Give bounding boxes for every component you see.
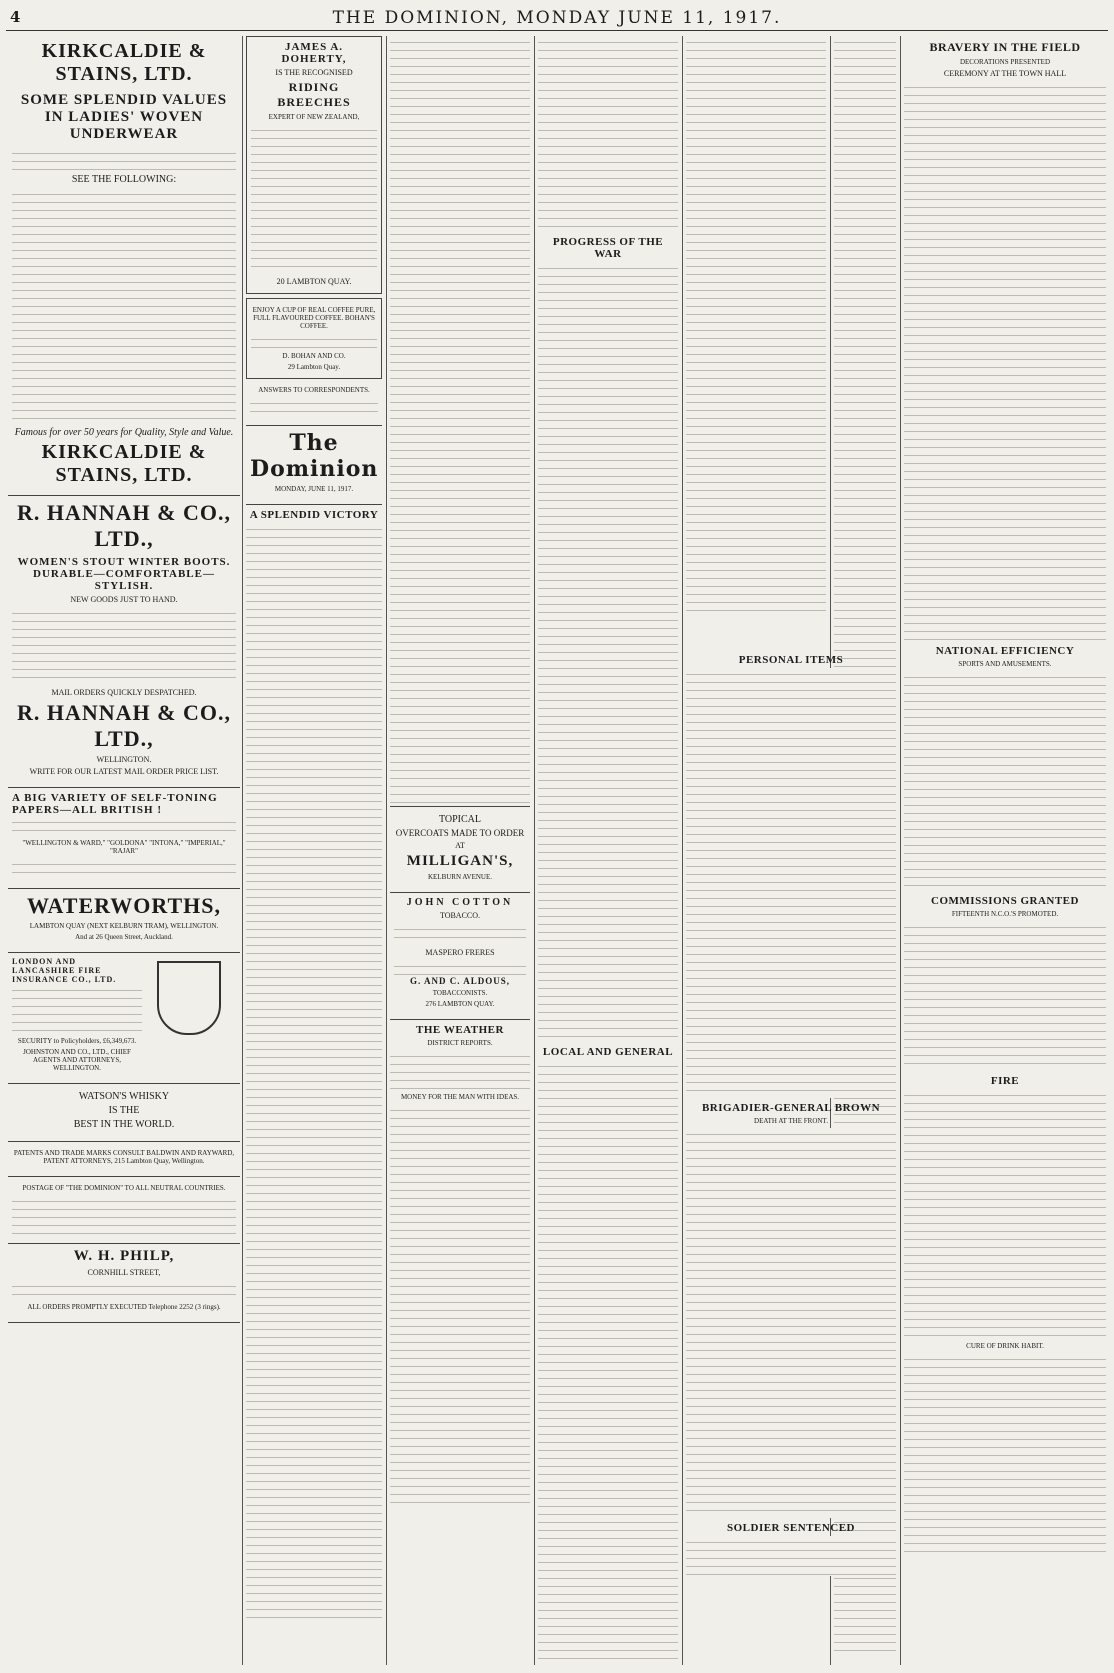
commissions-body (904, 921, 1106, 1071)
war-body-continued (390, 36, 530, 806)
soldier-title: SOLDIER SENTENCED (726, 1522, 855, 1534)
coffee-line: ENJOY A CUP OF REAL COFFEE PURE, FULL FLAVOURED COFFEE. BOHAN'S COFFEE. (252, 306, 376, 330)
doherty-address: 20 LAMBTON QUAY. (276, 277, 352, 286)
personal-title: PERSONAL ITEMS (738, 654, 844, 666)
column-rule (242, 36, 243, 1665)
philp-body (12, 1280, 236, 1300)
kirkcaldie-name-bottom: KIRKCALDIE & STAINS, LTD. (41, 441, 207, 486)
nameplate-title: The Dominion (250, 430, 379, 482)
kirkcaldie-headline: SOME SPLENDID VALUES IN LADIES' WOVEN UNDERWEAR (20, 92, 228, 142)
hannah-mail: MAIL ORDERS QUICKLY DESPATCHED. (51, 688, 197, 697)
aldous-name: G. AND C. ALDOUS, (409, 976, 510, 986)
cotton-body (394, 923, 526, 945)
brigadier-body (686, 1128, 896, 1518)
milligan-line2: OVERCOATS MADE TO ORDER (395, 828, 525, 838)
hannah-write: WRITE FOR OUR LATEST MAIL ORDER PRICE LIST. (29, 767, 219, 776)
cure-body (904, 1353, 1106, 1553)
commissions-title: COMMISSIONS GRANTED (931, 895, 1079, 907)
column-rule (682, 36, 683, 1665)
editorial-title: A SPLENDID VICTORY (249, 509, 379, 521)
cotton-name: JOHN COTTON (406, 897, 514, 908)
waterworths-ad (8, 889, 240, 953)
bravery-title: BRAVERY IN THE FIELD (929, 40, 1081, 54)
soldier-body (686, 1536, 896, 1576)
fire-title: FIRE (990, 1075, 1020, 1087)
waterworths-name: WATERWORTHS, (26, 893, 222, 918)
milligan-address: KELBURN AVENUE. (427, 873, 493, 881)
nameplate (246, 426, 382, 505)
personal-body (686, 668, 896, 1098)
coffee-ad (246, 298, 382, 379)
kirkcaldie-list (12, 188, 236, 424)
hannah-name: R. HANNAH & CO., LTD., (17, 500, 231, 551)
answers-body (250, 397, 378, 417)
weather-sub: DISTRICT REPORTS. (427, 1039, 493, 1047)
answers-title: ANSWERS TO CORRESPONDENTS. (258, 386, 370, 394)
postage-notice (8, 1177, 240, 1244)
editorial (246, 509, 382, 1623)
patents-line: PATENTS AND TRADE MARKS CONSULT BALDWIN AND RAYWARD, PATENT ATTORNEYS, 215 Lambton Quay, Wellington. (13, 1149, 235, 1165)
kirkcaldie-name: KIRKCALDIE & STAINS, LTD. (41, 40, 207, 85)
masthead (6, 6, 1108, 31)
kirkcaldie-see: SEE THE FOLLOWING: (71, 174, 177, 185)
doherty-name: JAMES A. DOHERTY, (281, 41, 347, 65)
money-body (390, 1104, 530, 1504)
brigadier-title: BRIGADIER-GENERAL BROWN (701, 1102, 881, 1114)
column-rule (534, 36, 535, 1665)
masthead-title: THE DOMINION, MONDAY JUNE 11, 1917. (332, 8, 782, 28)
local-body (538, 1060, 678, 1665)
page-number: 4 (10, 8, 21, 26)
weather-title: THE WEATHER (416, 1024, 504, 1036)
london-agents: JOHNSTON AND CO., LTD., CHIEF AGENTS AND ATTORNEYS, WELLINGTON. (23, 1048, 131, 1072)
column-4 (538, 36, 678, 1665)
philp-ad (8, 1244, 240, 1323)
papers-ad (8, 788, 240, 889)
death-subtitle: DEATH AT THE FRONT. (754, 1117, 828, 1125)
editorial-body (246, 523, 382, 1623)
column-advertisements (8, 36, 240, 1665)
papers-intro (12, 816, 236, 836)
cotton-ad (390, 893, 530, 1020)
column-3 (390, 36, 530, 1665)
cure-subtitle: CURE OF DRINK HABIT. (966, 1342, 1044, 1350)
patents-ad (8, 1142, 240, 1177)
papers-brands: "WELLINGTON & WARD," "GOLDONA" "INTONA," "IMPERIAL," "RAJAR" (22, 839, 226, 855)
philp-note: ALL ORDERS PROMPTLY EXECUTED Telephone 2252 (3 rings). (27, 1303, 221, 1311)
aldous-quay: 276 LAMBTON QUAY. (425, 1000, 495, 1008)
postage-body (12, 1195, 236, 1235)
coffee-firm: D. BOHAN AND CO. (282, 352, 346, 360)
hannah-town: WELLINGTON. (96, 755, 152, 764)
fire-body (904, 1089, 1106, 1339)
maspero-body (394, 960, 526, 976)
coffee-address: 29 Lambton Quay. (287, 363, 341, 371)
kirkcaldie-footer: Famous for over 50 years for Quality, Style and Value. (14, 427, 234, 438)
hannah-ad (8, 496, 240, 788)
hannah-new-goods: NEW GOODS JUST TO HAND. (70, 595, 178, 604)
philp-address: CORNHILL STREET, (87, 1268, 161, 1277)
milligan-line3: AT (455, 841, 465, 850)
kirkcaldie-intro (12, 147, 236, 171)
milligan-name: MILLIGAN'S, (406, 853, 514, 869)
ncos-subtitle: FIFTEENTH N.C.O.'S PROMOTED. (951, 910, 1059, 918)
cotton-maspero: MASPERO FRERES (425, 948, 495, 957)
article-body-a (538, 36, 678, 232)
milligan-line1: TOPICAL (438, 814, 482, 825)
answers-section (246, 379, 382, 426)
london-ad (8, 953, 240, 1084)
doherty-expert: EXPERT OF NEW ZEALAND, (268, 113, 360, 121)
war-body (538, 262, 678, 1042)
local-title: LOCAL AND GENERAL (542, 1046, 674, 1058)
efficiency-body (904, 671, 1106, 891)
doherty-sub: IS THE RECOGNISED (275, 68, 353, 77)
waterworths-also: And at 26 Queen Street, Auckland. (75, 933, 173, 941)
column-rule (900, 36, 901, 1665)
doherty-ad (246, 36, 382, 294)
weather-money: MONEY FOR THE MAN WITH IDEAS. (400, 1093, 520, 1101)
kirkcaldie-ad (8, 36, 240, 496)
philp-name: W. H. PHILP, (73, 1248, 175, 1264)
nameplate-date: MONDAY, JUNE 11, 1917. (274, 485, 354, 493)
cotton-product: TOBACCO. (439, 911, 481, 920)
london-security: SECURITY to Policyholders, £6,349,673. (17, 1037, 137, 1045)
column-rule (386, 36, 387, 1665)
weather-body (390, 1050, 530, 1090)
london-body (12, 984, 142, 1034)
watsons-line1: WATSON'S WHISKY (78, 1091, 170, 1102)
war-title: PROGRESS OF THE WAR (552, 236, 664, 260)
hannah-list (12, 607, 236, 685)
hannah-line2: DURABLE—COMFORTABLE—STYLISH. (33, 568, 215, 592)
watsons-line2: IS THE (108, 1105, 140, 1116)
hannah-line1: WOMEN'S STOUT WINTER BOOTS. (17, 556, 231, 568)
hannah-name2: R. HANNAH & CO., LTD., (17, 700, 231, 751)
column-2 (246, 36, 382, 1665)
bravery-body (904, 81, 1106, 641)
papers-headline: A BIG VARIETY OF SELF-TONING PAPERS—ALL BRITISH ! (12, 792, 218, 816)
weather-section (390, 1024, 530, 1504)
coffee-body (251, 333, 377, 349)
column-8 (904, 36, 1106, 1665)
sports-subtitle: SPORTS AND AMUSEMENTS. (958, 660, 1052, 668)
efficiency-title: NATIONAL EFFICIENCY (935, 645, 1075, 657)
watsons-ad (8, 1084, 240, 1142)
ceremony-subtitle: CEREMONY AT THE TOWN HALL (943, 69, 1067, 78)
doherty-product: RIDING BREECHES (277, 80, 351, 109)
column-5-lower (686, 650, 896, 1665)
watsons-line3: BEST IN THE WORLD. (73, 1119, 175, 1130)
article-body-b (686, 36, 826, 616)
aldous-tobacconists: TOBACCONISTS. (432, 989, 488, 997)
papers-body (12, 858, 236, 880)
waterworths-address: LAMBTON QUAY (NEXT KELBURN TRAM), WELLINGTON. (29, 922, 219, 930)
shield-crest-icon (157, 961, 221, 1035)
london-name: LONDON AND LANCASHIRE FIRE INSURANCE CO., LTD. (12, 957, 117, 984)
decorations-subtitle: DECORATIONS PRESENTED (959, 58, 1051, 66)
doherty-body (251, 124, 377, 274)
postage-line: POSTAGE OF "THE DOMINION" TO ALL NEUTRAL COUNTRIES. (22, 1184, 226, 1192)
milligan-ad (390, 806, 530, 893)
